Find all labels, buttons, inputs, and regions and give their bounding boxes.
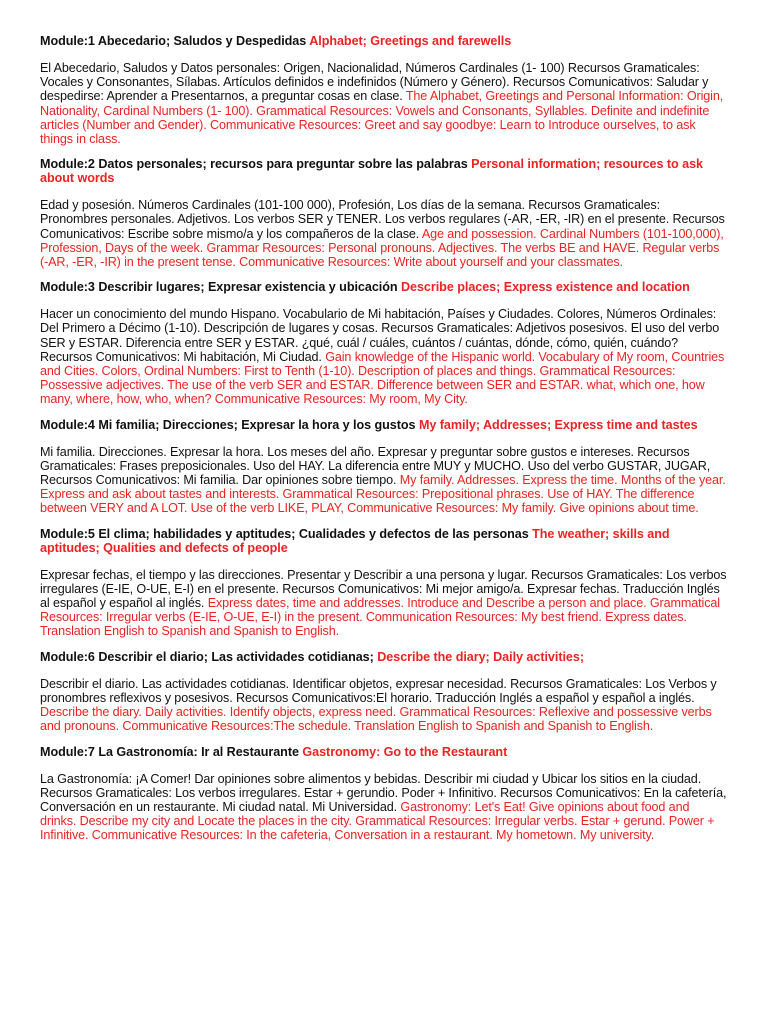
module-description-english: The Alphabet, Greetings and Personal Information: Origin, Nationality, Cardinal Numbers (1- 100). Grammatical Resources: Vowels and Consonants, Syllables. Definite and indefinite articles (Number and Gender). Communicative Resources: Greet and say goodbye: Learn to Introduce ourselves, to ask things in class.: [40, 89, 724, 147]
module-title-spanish: Module:2 Datos personales; recursos para preguntar sobre las palabras: [40, 157, 468, 172]
module-title-spanish: Module:1 Abecedario; Saludos y Despedidas: [40, 34, 307, 48]
module-description-spanish: La Gastronomía: ¡A Comer! Dar opiniones sobre alimentos y bebidas. Describir mi ciudad y Ubicar los sitios en la ciudad. Recursos Gramaticales: Los verbos irregulares. Estar + gerundio. Poder + Infinitivo. Recursos Comunicativos: En la cafetería, Conversación en un restaurante. Mi ciudad natal. Mi Universidad.: [40, 771, 727, 814]
module-3: [40, 280, 728, 406]
module-description-english: Gain knowledge of the Hispanic world. Vocabulary of My room, Countries and Cities. Colors, Ordinal Numbers: First to Tenth (1-10). Description of places and things. Grammatical Resources: Possessive adjectives. The use of the verb SER and ESTAR. Difference between SER and ESTAR. what, which one, how many, where, how, who, when? Communicative Resources: My room, My City.: [40, 349, 725, 407]
module-title: [40, 34, 728, 48]
module-description-spanish: Describir el diario. Las actividades cotidianas. Identificar objetos, expresar necesidad. Recursos Gramaticales: Los Verbos y pronombres reflexivos y posesivos. Recursos Comunicativos:El horario. Traducción Inglés a español y español a inglés.: [40, 676, 717, 705]
module-description-english: Describe the diary. Daily activities. Identify objects, express need. Grammatical Resources: Reflexive and possessive verbs and pronouns. Communicative Resources:The schedule. Translation English to Spanish and Spanish to English.: [40, 705, 712, 734]
module-description: [40, 445, 728, 516]
module-title-spanish: Module:6 Describir el diario; Las actividades cotidianas;: [40, 649, 374, 664]
module-title: [40, 280, 728, 294]
module-description: [40, 61, 728, 146]
module-description-spanish: Expresar fechas, el tiempo y las direcciones. Presentar y Describir a una persona y lugar. Recursos Gramaticales: Los verbos irregulares (E-IE, O-UE, E-I) en el presente. Recursos Comunicativos: Mi mejor amigo/a. Expresar fechas. Traducción Inglés al español y español al inglés.: [40, 567, 727, 611]
module-title-english: Describe the diary; Daily activities;: [377, 649, 584, 664]
module-title-spanish: Module:5 El clima; habilidades y aptitudes; Cualidades y defectos de las personas: [40, 526, 529, 541]
module-description-spanish: Hacer un conocimiento del mundo Hispano. Vocabulario de Mi habitación, Países y Ciudades. Colores, Números Ordinales: Del Primero a Décimo (1-10). Descripción de lugares y cosas. Recursos Gramaticales: Adjetivos posesivos. El uso del verbo SER y ESTAR. Diferencia entre SER y ESTAR. ¿qué, cuál / cuáles, cuántos / cuántas, dónde, cómo, quién, cuándo? Recursos Comunicativos: Mi habitación, Mi Ciudad.: [40, 307, 720, 364]
module-description-english: Express dates, time and addresses. Introduce and Describe a person and place. Grammatical Resources: Irregular verbs (E-IE, O-UE, E-I) in the present. Communication Resources: My best friend. Express dates. Translation English to Spanish and Spanish to English.: [40, 596, 720, 639]
module-6: [40, 650, 728, 734]
module-title: [40, 650, 728, 664]
module-title-spanish: Module:7 La Gastronomía: Ir al Restaurante: [40, 744, 299, 759]
module-description: [40, 198, 728, 269]
module-title: [40, 418, 728, 432]
module-title-english: My family; Addresses; Express time and tastes: [418, 417, 698, 432]
module-title-spanish: Module:4 Mi familia; Direcciones; Expresar la hora y los gustos: [40, 417, 416, 432]
module-title-english: Alphabet; Greetings and farewells: [309, 34, 512, 48]
module-4: [40, 418, 728, 516]
module-title-english: Describe places; Express existence and location: [400, 280, 690, 295]
module-description: [40, 772, 728, 843]
module-title-english: Personal information; resources to ask about words: [40, 157, 703, 186]
module-1: [40, 34, 728, 146]
module-description: [40, 568, 728, 639]
module-title: [40, 745, 728, 759]
module-title-english: The weather; skills and aptitudes; Qualities and defects of people: [40, 526, 670, 555]
module-title-english: Gastronomy: Go to the Restaurant: [302, 744, 508, 759]
module-description-spanish: Edad y posesión. Números Cardinales (101-100 000), Profesión, Los días de la semana. Recursos Gramaticales: Pronombres personales. Adjetivos. Los verbos SER y TENER. Los verbos regulares (-AR, -ER, -IR) en el presente. Recursos Comunicativos: Escribe sobre mismo/a y los compañeros de la clase.: [40, 198, 725, 241]
module-7: [40, 745, 728, 843]
module-title: [40, 157, 728, 185]
module-title: [40, 527, 728, 555]
module-description: [40, 677, 728, 734]
module-description-english: My family. Addresses. Express the time. Months of the year. Express and ask about tastes and interests. Grammatical Resources: Prepositional phrases. Use of HAY. The difference between VERY and A LOT. Use of the verb LIKE, PLAY, Communicative Resources: My family. Give opinions about time.: [40, 473, 726, 516]
module-description-english: Age and possession. Cardinal Numbers (101-100,000), Profession, Days of the week. Grammar Resources: Personal pronouns. Adjectives. The verbs BE and HAVE. Regular verbs (-AR, -ER, -IR) in the present tense. Communicative Resources: Write about yourself and your classmates.: [40, 226, 724, 270]
module-title-spanish: Module:3 Describir lugares; Expresar existencia y ubicación: [40, 280, 398, 295]
module-description: [40, 307, 728, 406]
module-2: [40, 157, 728, 269]
module-description-spanish: Mi familia. Direcciones. Expresar la hora. Los meses del año. Expresar y preguntar sobre gustos e intereses. Recursos Gramaticales: Frases preposicionales. Uso del HAY. La diferencia entre MUY y MUCHO. Uso del verbo GUSTAR, JUGAR, Recursos Comunicativos: Mi familia. Dar opiniones sobre tiempo.: [40, 444, 711, 488]
module-description-english: Gastronomy: Let's Eat! Give opinions about food and drinks. Describe my city and Locate the places in the city. Grammatical Resources: Irregular verbs. Estar + gerund. Power + Infinitive. Communicative Resources: In the cafeteria, Conversation in a restaurant. My hometown. My university.: [40, 799, 715, 843]
module-5: [40, 527, 728, 639]
module-description-spanish: El Abecedario, Saludos y Datos personales: Origen, Nacionalidad, Números Cardinales (1- 100) Recursos Gramaticales: Vocales y Consonantes, Sílabas. Artículos definidos e indefinidos (Número y Género). Recursos Comunicativos: Saludar y despedirse: Aprender a Presentarnos, a preguntar cosas en clase.: [40, 61, 709, 104]
